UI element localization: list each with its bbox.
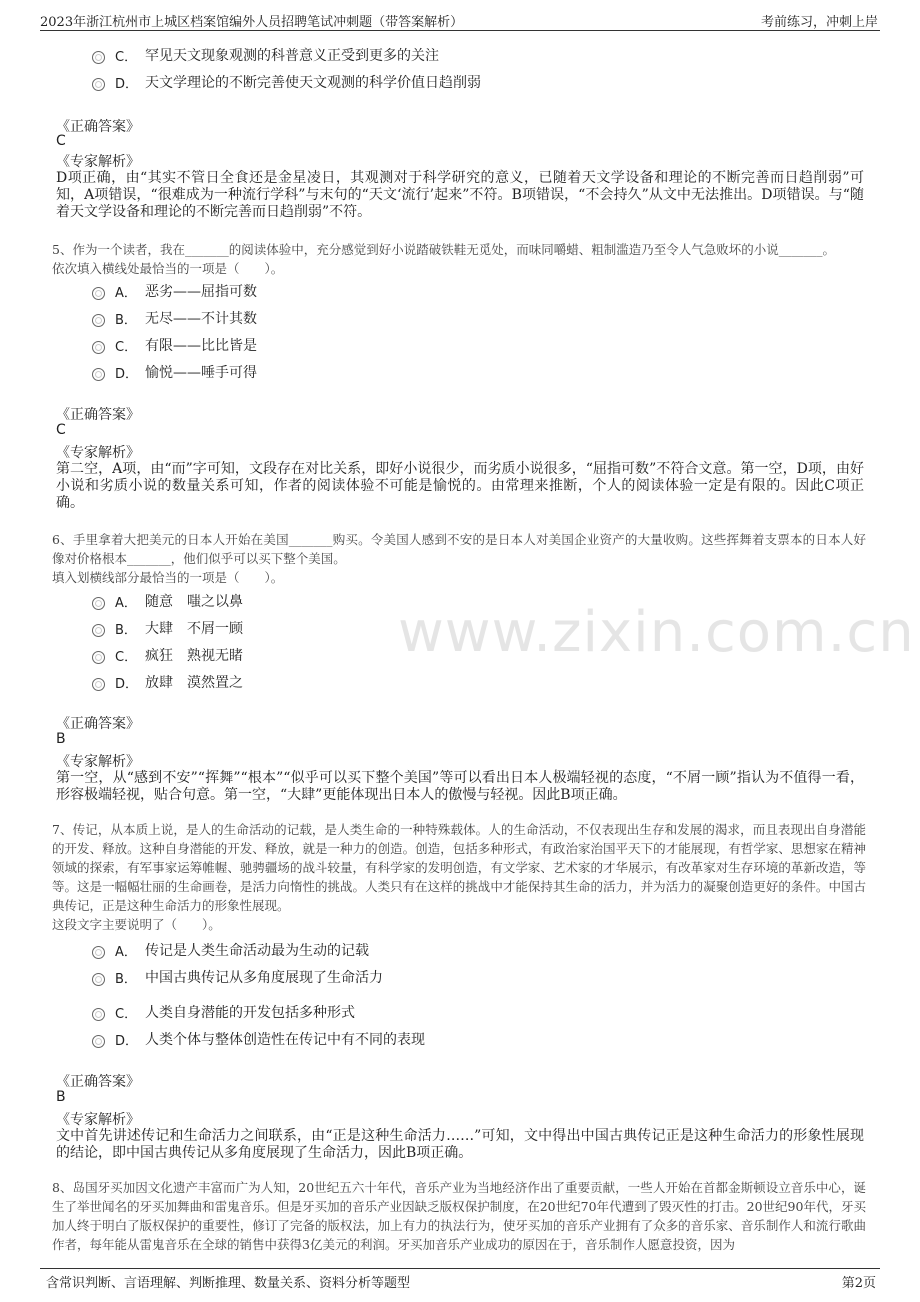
radio-icon[interactable] [92,51,105,64]
option-q7-c[interactable] [92,1001,355,1023]
option-text: 人类自身潜能的开发包括多种形式 [145,1005,355,1021]
option-text: 无尽——不计其数 [145,311,257,327]
option-q4-d[interactable] [92,71,481,93]
watermark: www.zixin.com.cn [398,600,915,665]
question-prompt: 填入划横线部分最恰当的一项是（ ）。 [52,570,284,585]
option-letter: C． [115,1006,138,1022]
radio-icon[interactable] [92,624,105,637]
option-q5-b[interactable] [92,307,257,329]
option-letter: B． [115,312,137,328]
analysis-text: 文中首先讲述传记和生命活力之间联系，由“正是这种生命活力……”可知，文中得出中国古典传记正是这种生命活力的形象性展现的结论，即中国古典传记从多角度展现了生命活力，因此B项正确。 [56,1128,864,1161]
header-divider [40,30,880,31]
option-q7-a[interactable] [92,939,369,961]
option-text: 罕见天文现象观测的科普意义正受到更多的关注 [145,48,439,64]
option-q7-b[interactable] [92,966,383,988]
radio-icon[interactable] [92,78,105,91]
option-q5-d[interactable] [92,361,257,383]
option-letter: B． [115,622,137,638]
analysis-text: 第一空，从“感到不安”“挥舞”“根本”“似乎可以买下整个美国”等可以看出日本人极端轻视的态度，“不屑一顾”指认为不值得一看，形容极端轻视，贴合句意。第一空，“大肆”更能体现出日本人的傲慢与轻视。因此B项正确。 [56,770,864,803]
radio-icon[interactable] [92,341,105,354]
option-letter: C． [115,649,138,665]
option-letter: D． [115,76,139,92]
analysis-label: 《专家解析》 [56,154,140,170]
analysis-label: 《专家解析》 [56,754,140,770]
radio-icon[interactable] [92,973,105,986]
option-letter: B． [115,971,137,987]
answer-value: C [56,133,66,149]
option-letter: A． [115,285,137,301]
option-text: 愉悦——唾手可得 [145,365,257,381]
radio-icon[interactable] [92,678,105,691]
radio-icon[interactable] [92,314,105,327]
page-number: 第2页 [841,1276,876,1291]
option-letter: C． [115,49,138,65]
option-text: 传记是人类生命活动最为生动的记载 [145,943,369,959]
option-q7-d[interactable] [92,1028,425,1050]
radio-icon[interactable] [92,597,105,610]
option-q5-c[interactable] [92,334,257,356]
option-text: 恶劣——屈指可数 [145,284,257,300]
radio-icon[interactable] [92,1035,105,1048]
option-text: 放肆 漠然置之 [145,675,243,691]
question-text: 5、作为一个读者，我在_______的阅读体验中，充分感觉到好小说踏破铁鞋无觅处，而味同嚼蜡、粗制滥造乃至令人气急败坏的小说_______。 [52,242,835,257]
analysis-text: D项正确，由“其实不管日全食还是金星凌日，其观测对于科学研究的意义，已随着天文学设备和理论的不断完善而日趋削弱”可知，A项错误，“很难成为一种流行学科”与末句的“天文‘流行’起来”不符。B项错误，“不会持久”从文中无法推出。D项错误。与“随着天文学设备和理论的不断完善而日趋削弱”不符。 [56,170,864,220]
option-letter: C． [115,339,138,355]
radio-icon[interactable] [92,1008,105,1021]
header-slogan: 考前练习，冲刺上岸 [760,15,878,30]
option-q6-b[interactable] [92,617,243,639]
radio-icon[interactable] [92,946,105,959]
analysis-label: 《专家解析》 [56,445,140,461]
answer-label: 《正确答案》 [56,716,140,732]
footer-divider [40,1268,880,1269]
option-text: 随意 嗤之以鼻 [145,594,243,610]
question-stem [52,820,866,934]
answer-value: C [56,422,66,438]
answer-value: B [56,731,66,747]
answer-label: 《正确答案》 [56,407,140,423]
option-q6-a[interactable] [92,590,243,612]
option-text: 中国古典传记从多角度展现了生命活力 [145,970,383,986]
question-stem [52,530,866,587]
analysis-text: 第二空，A项，由“而”字可知，文段存在对比关系，即好小说很少，而劣质小说很多，“屈指可数”不符合文意。第一空，D项，由好小说和劣质小说的数量关系可知，作者的阅读体验不可能是愉悦的。由常理来推断，个人的阅读体验一定是有限的。因此C项正确。 [56,461,864,511]
answer-label: 《正确答案》 [56,1074,140,1090]
option-q4-c[interactable] [92,44,439,66]
question-text: 7、传记，从本质上说，是人的生命活动的记载，是人类生命的一种特殊载体。人的生命活动，不仅表现出生存和发展的渴求，而且表现出自身潜能的开发、释放。这种自身潜能的开发、释放，就是一种力的创造。创造，包括多种形式，有政治家治国平天下的才能展现，有哲学家、思想家在精神领域的探索，有军事家运筹帷幄、驰骋疆场的战斗较量，有科学家的发明创造，有文学家、艺术家的才华展示，有改革家对生存环境的革新改造，等等。这是一幅幅壮丽的生命画卷，是活力向惰性的挑战。人类只有在这样的挑战中才能保持其生命的活力，并为活力的凝聚创造更好的条件。中国古典传记，正是这种生命活力的形象性展现。 [52,822,866,913]
option-letter: D． [115,1033,139,1049]
option-text: 有限——比比皆是 [145,338,257,354]
question-prompt: 依次填入横线处最恰当的一项是（ ）。 [52,261,284,276]
answer-label: 《正确答案》 [56,119,140,135]
option-q6-c[interactable] [92,644,243,666]
answer-value: B [56,1089,66,1105]
option-text: 大肆 不屑一顾 [145,621,243,637]
option-text: 人类个体与整体创造性在传记中有不同的表现 [145,1032,425,1048]
option-letter: A． [115,944,137,960]
option-letter: D． [115,366,139,382]
question-text: 8、岛国牙买加因文化遗产丰富而广为人知，20世纪五六十年代，音乐产业为当地经济作出了重要贡献，一些人开始在首都金斯顿设立音乐中心，诞生了举世闻名的牙买加舞曲和雷鬼音乐。但是牙买加的音乐产业因缺乏版权保护制度，在20世纪70年代遭到了毁灭性的打击。20世纪90年代，牙买加人终于明白了版权保护的重要性，修订了完备的版权法，加上有力的执法行为，使牙买加的音乐产业拥有了众多的音乐家、音乐制作人和流行歌曲作者，每年能从雷鬼音乐在全球的销售中获得3亿美元的利润。牙买加音乐产业成功的原因在于，音乐制作人愿意投资，因为 [52,1180,866,1252]
option-q6-d[interactable] [92,671,243,693]
document-title: 2023年浙江杭州市上城区档案馆编外人员招聘笔试冲刺题（带答案解析） [40,15,464,30]
radio-icon[interactable] [92,368,105,381]
analysis-label: 《专家解析》 [56,1112,140,1128]
radio-icon[interactable] [92,287,105,300]
question-text: 6、手里拿着大把美元的日本人开始在美国_______购买。令美国人感到不安的是日本人对美国企业资产的大量收购。这些挥舞着支票本的日本人好像对价格根本_______，他们似乎可以买下整个美国。 [52,532,866,566]
question-stem [52,1178,866,1254]
question-stem [52,240,866,278]
footer-note: 含常识判断、言语理解、判断推理、数量关系、资料分析等题型 [46,1276,411,1291]
question-prompt: 这段文字主要说明了（ ）。 [52,917,221,932]
option-q5-a[interactable] [92,280,257,302]
radio-icon[interactable] [92,651,105,664]
option-letter: A． [115,595,137,611]
option-letter: D． [115,676,139,692]
option-text: 天文学理论的不断完善使天文观测的科学价值日趋削弱 [145,75,481,91]
page-header [0,0,920,30]
option-text: 疯狂 熟视无睹 [145,648,243,664]
